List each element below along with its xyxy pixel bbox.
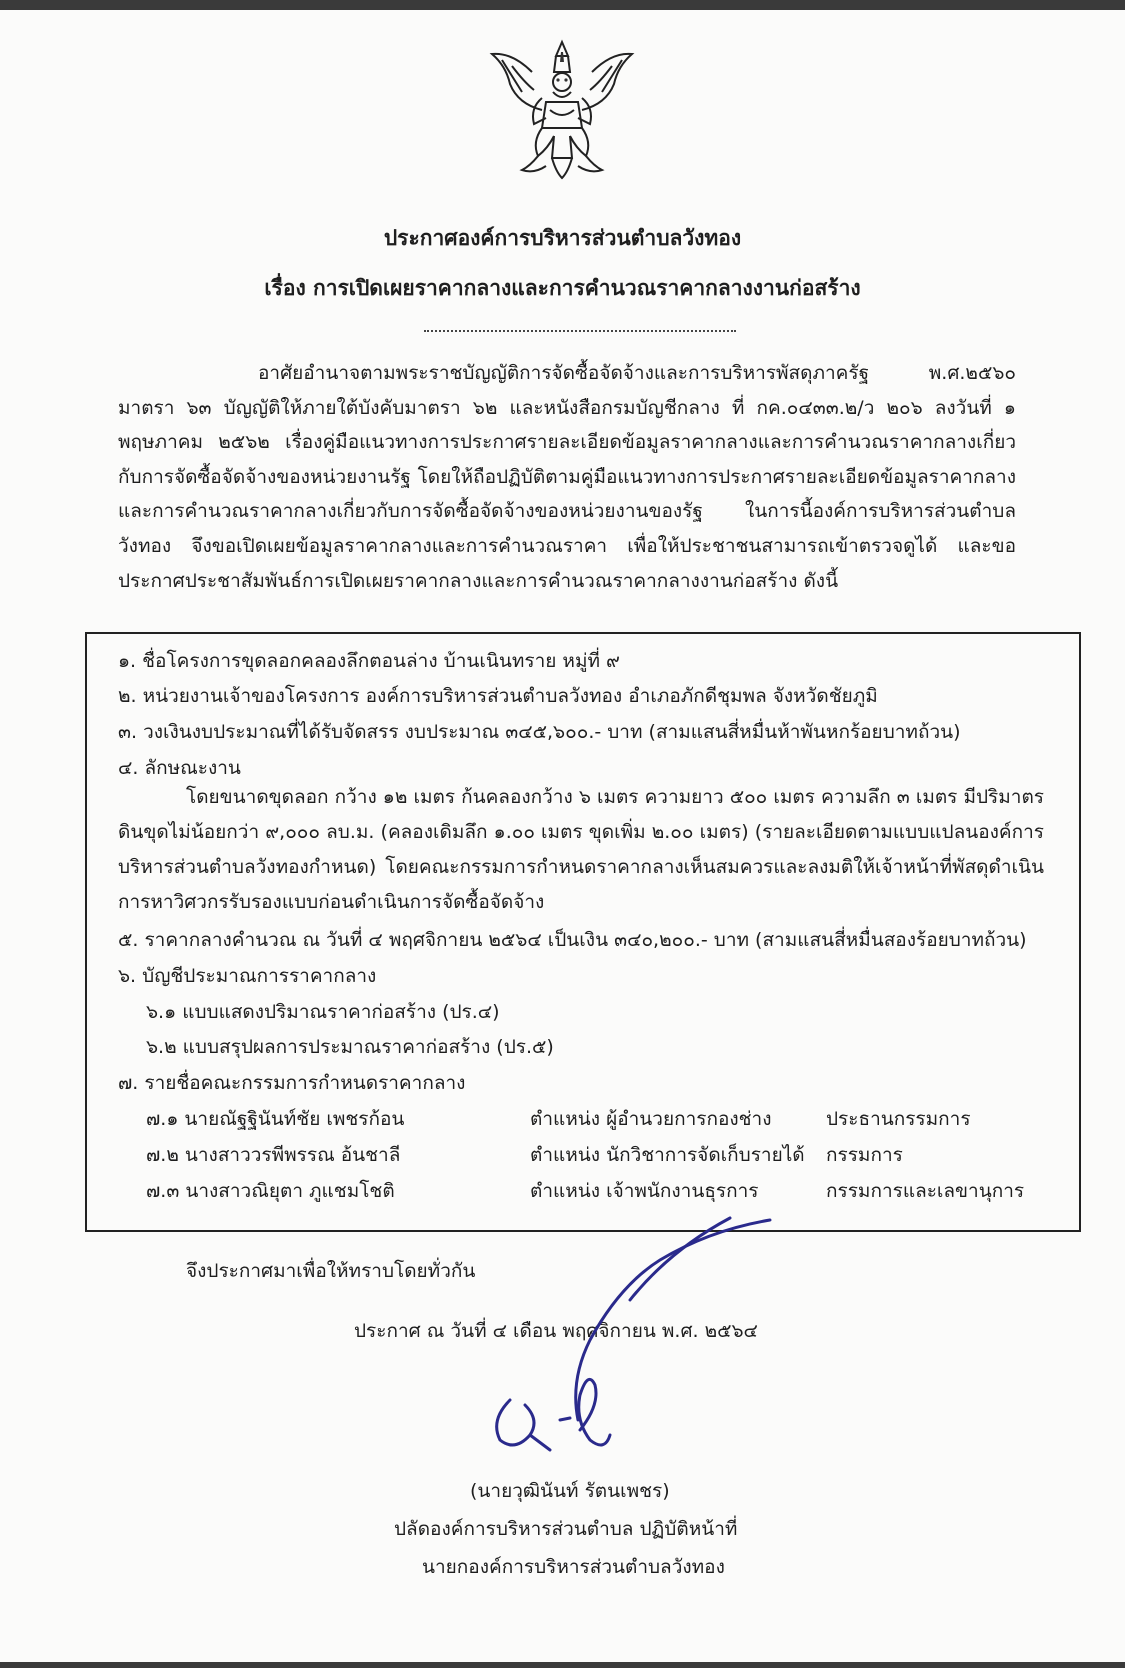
- committee-member-role: ประธานกรรมการ: [826, 1108, 971, 1130]
- announcement-subject: เรื่อง การเปิดเผยราคากลางและการคำนวณราคากลางงานก่อสร้าง: [264, 276, 861, 300]
- item-project-name: ๑. ชื่อโครงการขุดลอกคลองลึกตอนล่าง บ้านเนินทราย หมู่ที่ ๙: [118, 650, 620, 672]
- committee-member-name: ๗.๒ นางสาววรพีพรรณ อ้นชาลี: [146, 1144, 401, 1166]
- signer-title-line1: ปลัดองค์การบริหารส่วนตำบล ปฏิบัติหน้าที่: [394, 1518, 738, 1540]
- top-border: [0, 0, 1125, 10]
- garuda-emblem-icon: [472, 32, 652, 192]
- item-form-pr4: ๖.๑ แบบแสดงปริมาณราคาก่อสร้าง (ปร.๔): [146, 1001, 500, 1023]
- bottom-border: [0, 1662, 1125, 1668]
- dotted-divider: [424, 330, 736, 332]
- committee-member-position: ตำแหน่ง นักวิชาการจัดเก็บรายได้: [530, 1144, 805, 1166]
- item-committee-heading: ๗. รายชื่อคณะกรรมการกำหนดราคากลาง: [118, 1072, 466, 1094]
- item-median-price: ๕. ราคากลางคำนวณ ณ วันที่ ๔ พฤศจิกายน ๒๕๖๔ เป็นเงิน ๓๔๐,๒๐๐.- บาท (สามแสนสี่หมื่นสองร้อยบาทถ้วน): [118, 929, 1027, 951]
- committee-member-position: ตำแหน่ง ผู้อำนวยการกองช่าง: [530, 1108, 772, 1130]
- signer-title-line2: นายกองค์การบริหารส่วนตำบลวังทอง: [422, 1556, 725, 1578]
- committee-member-role: กรรมการ: [826, 1144, 903, 1166]
- item-work-detail: โดยขนาดขุดลอก กว้าง ๑๒ เมตร ก้นคลองกว้าง ๖ เมตร ความยาว ๕๐๐ เมตร ความลึก ๓ เมตร มีปริมาตรดินขุดไม่น้อยกว่า ๙,๐๐๐ ลบ.ม. (คลองเดิมลึก ๑.๐๐ เมตร ขุดเพิ่ม ๒.๐๐ เมตร) (รายละเอียดตามแบบแปลนองค์การบริหารส่วนตำบลวังทองกำหนด) โดยคณะกรรมการกำหนดราคากลางเห็นสมควรและลงมติให้เจ้าหน้าที่พัสดุดำเนินการหาวิศวกรรับรองแบบก่อนดำเนินการจัดซื้อจัดจ้าง: [118, 786, 1044, 913]
- announcement-title: ประกาศองค์การบริหารส่วนตำบลวังทอง: [383, 226, 742, 250]
- committee-member-role: กรรมการและเลขานุการ: [826, 1180, 1025, 1202]
- item-form-pr5: ๖.๒ แบบสรุปผลการประมาณราคาก่อสร้าง (ปร.๕): [146, 1036, 554, 1058]
- committee-member-name: ๗.๓ นางสาวณิยุตา ภูแชมโชติ: [146, 1180, 395, 1202]
- announcement-date: ประกาศ ณ วันที่ ๔ เดือน พฤศจิกายน พ.ศ. ๒๕๖๔: [354, 1320, 758, 1342]
- signer-name: (นายวุฒินันท์ รัตนเพชร): [470, 1480, 670, 1502]
- committee-member-position: ตำแหน่ง เจ้าพนักงานธุรการ: [530, 1180, 759, 1202]
- committee-member-name: ๗.๑ นายณัฐฐินันท์ชัย เพชรก้อน: [146, 1108, 405, 1130]
- signature-icon: [470, 1190, 830, 1490]
- item-work-type: ๔. ลักษณะงาน: [118, 757, 241, 779]
- document-page: [0, 10, 1125, 1662]
- intro-paragraph: อาศัยอำนาจตามพระราชบัญญัติการจัดซื้อจัดจ้างและการบริหารพัสดุภาครัฐ พ.ศ.๒๕๖๐ มาตรา ๖๓ บัญญัติให้ภายใต้บังคับมาตรา ๖๒ และหนังสือกรมบัญชีกลาง ที่ กค.๐๔๓๓.๒/ว ๒๐๖ ลงวันที่ ๑ พฤษภาคม ๒๕๖๒ เรื่องคู่มือแนวทางการประกาศรายละเอียดข้อมูลราคากลางและการคำนวณราคากลางเกี่ยวกับการจัดซื้อจัดจ้างของหน่วยงานรัฐ โดยให้ถือปฏิบัติตามคู่มือแนวทางการประกาศรายละเอียดข้อมูลราคากลางและการคำนวณราคากลางเกี่ยวกับการจัดซื้อจัดจ้างของหน่วยงานของรัฐ ในการนี้องค์การบริหารส่วนตำบลวังทอง จึงขอเปิดเผยข้อมูลราคากลางและการคำนวณราคา เพื่อให้ประชาชนสามารถเข้าตรวจดูได้ และขอประกาศประชาสัมพันธ์การเปิดเผยราคากลางและการคำนวณราคากลางงานก่อสร้าง ดังนี้: [118, 362, 1016, 592]
- item-agency: ๒. หน่วยงานเจ้าของโครงการ องค์การบริหารส่วนตำบลวังทอง อำเภอภักดีชุมพล จังหวัดชัยภูมิ: [118, 685, 878, 707]
- item-estimate-list: ๖. บัญชีประมาณการราคากลาง: [118, 965, 377, 987]
- closing-notice: จึงประกาศมาเพื่อให้ทราบโดยทั่วกัน: [186, 1260, 476, 1282]
- item-budget: ๓. วงเงินงบประมาณที่ได้รับจัดสรร งบประมาณ ๓๔๕,๖๐๐.- บาท (สามแสนสี่หมื่นห้าพันหกร้อยบาทถ้วน): [118, 721, 961, 743]
